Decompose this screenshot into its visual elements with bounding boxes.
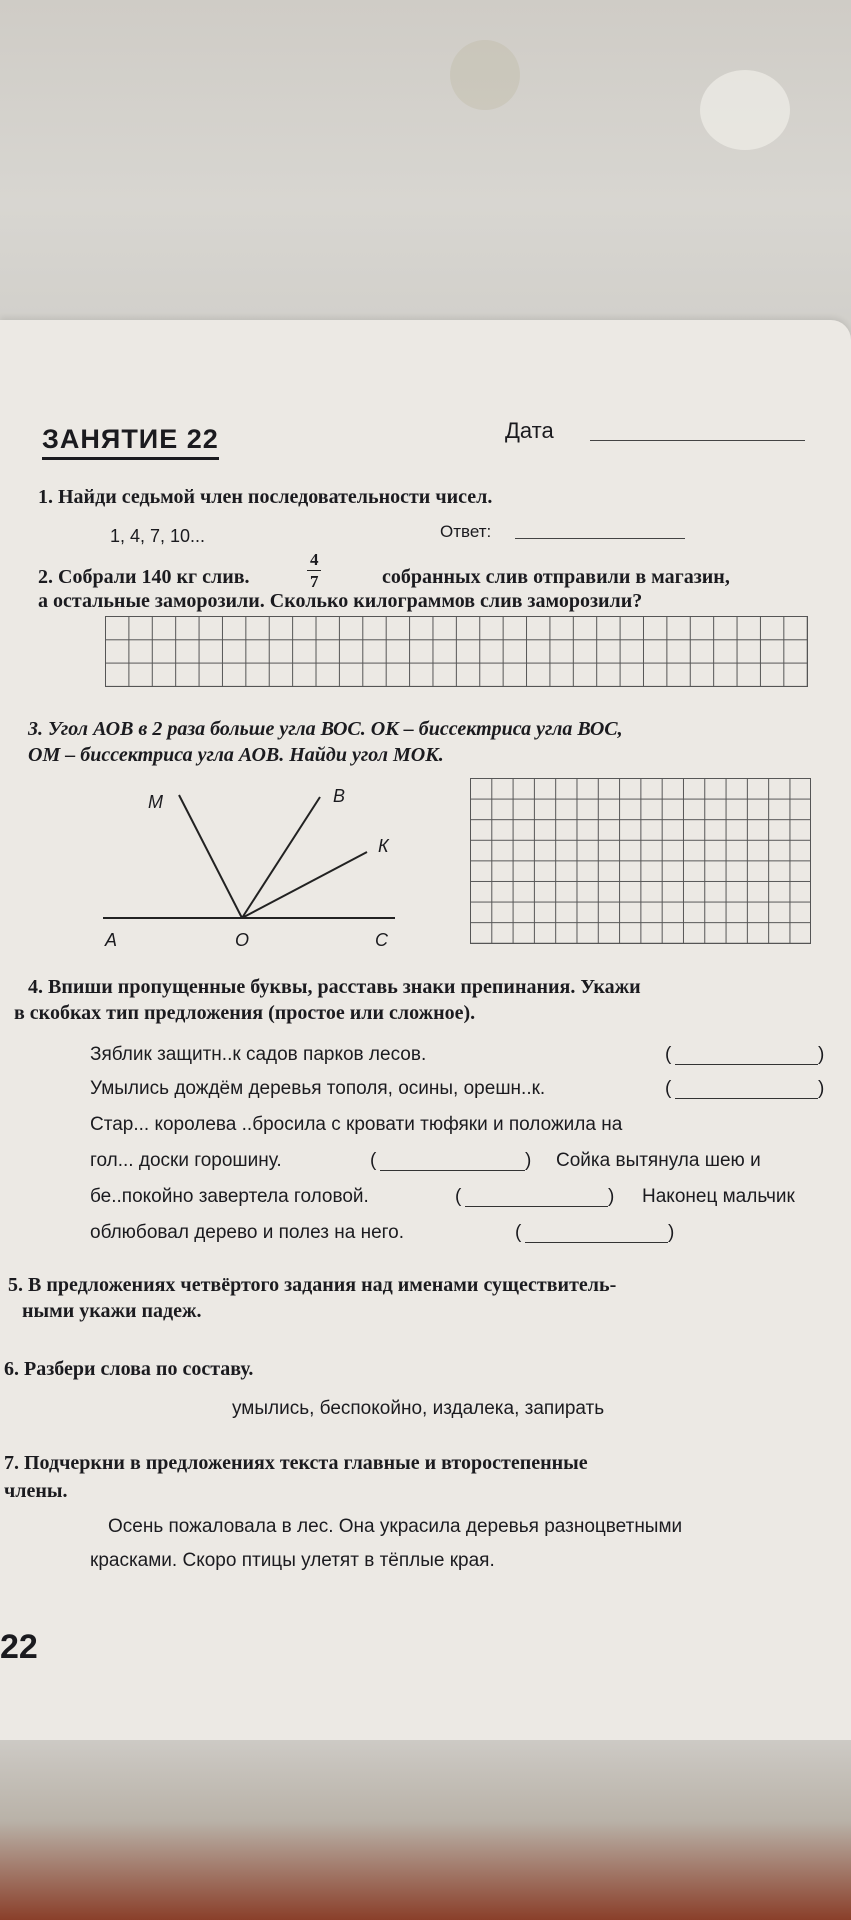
- task3-line2: ОМ – биссектриса угла АОВ. Найди угол МОК.: [28, 744, 444, 766]
- answer-label: Ответ:: [440, 522, 492, 541]
- task4-sentence3: Стар... королева ..бросила с кровати тюфяки и положила на: [90, 1114, 623, 1135]
- task7-text2: красками. Скоро птицы улетят в тёплые края.: [90, 1550, 495, 1571]
- task4-sentence5a: бе..покойно завертела головой.: [90, 1186, 369, 1207]
- sentence-type-field-2[interactable]: [675, 1098, 818, 1099]
- page-number: 22: [0, 1628, 38, 1666]
- task1-sequence: 1, 4, 7, 10...: [110, 526, 206, 546]
- paren-close-3: ): [525, 1150, 532, 1171]
- date-line[interactable]: [590, 440, 805, 441]
- paren-open-3: (: [370, 1150, 377, 1171]
- ray-om: [179, 795, 242, 918]
- table-surface: [0, 0, 851, 340]
- task3-answer-grid[interactable]: [470, 778, 811, 944]
- task4-sentence2: Умылись дождём деревья тополя, осины, орешн..к.: [90, 1078, 546, 1099]
- point-a-label: А: [105, 930, 118, 950]
- sentence-type-field-4[interactable]: [465, 1206, 608, 1207]
- task4-sentence4b: Сойка вытянула шею и: [556, 1150, 761, 1171]
- date-label: Дата: [505, 418, 554, 443]
- paren-open-2: (: [665, 1078, 672, 1099]
- task1-text: 1. Найди седьмой член последовательности чисел.: [38, 486, 493, 508]
- stain-mark: [700, 70, 790, 150]
- fraction-denominator: 7: [310, 572, 319, 591]
- sentence-type-field-3[interactable]: [380, 1170, 525, 1171]
- task5-line1: 5. В предложениях четвёртого задания над именами существитель-: [8, 1274, 617, 1296]
- paren-open-5: (: [515, 1222, 522, 1243]
- fraction-numerator: 4: [310, 550, 319, 569]
- ray-ok: [242, 852, 367, 918]
- angle-diagram: [95, 780, 405, 955]
- point-m-label: М: [148, 792, 163, 812]
- task7-line1: 7. Подчеркни в предложениях текста главные и второстепенные: [4, 1452, 588, 1474]
- sentence-type-field-5[interactable]: [525, 1242, 668, 1243]
- fraction-bar: [307, 570, 321, 571]
- task2-answer-grid[interactable]: [105, 616, 808, 687]
- stain-mark: [450, 40, 520, 110]
- task2-line1b: собранных слив отправили в магазин,: [382, 566, 730, 588]
- task6-text: 6. Разбери слова по составу.: [4, 1358, 254, 1380]
- task7-text1: Осень пожаловала в лес. Она украсила деревья разноцветными: [108, 1516, 683, 1537]
- task3-line1: 3. Угол АОВ в 2 раза больше угла ВОС. ОК – биссектриса угла ВОС,: [28, 718, 623, 740]
- paren-close-4: ): [608, 1186, 615, 1207]
- paren-open-4: (: [455, 1186, 462, 1207]
- task7-line2: члены.: [4, 1480, 68, 1502]
- task2-line2: а остальные заморозили. Сколько килограммов слив заморозили?: [38, 590, 643, 612]
- paren-open-1: (: [665, 1044, 672, 1065]
- answer-line[interactable]: [515, 538, 685, 539]
- task4-sentence6: облюбовал дерево и полез на него.: [90, 1222, 405, 1243]
- task4-sentence4a: гол... доски горошину.: [90, 1150, 282, 1171]
- point-b-label: В: [333, 786, 346, 806]
- task6-words: умылись, беспокойно, издалека, запирать: [232, 1398, 605, 1419]
- paren-close-2: ): [818, 1078, 825, 1099]
- task2-line1a: 2. Собрали 140 кг слив.: [38, 566, 250, 588]
- lesson-title: ЗАНЯТИЕ 22: [42, 424, 219, 460]
- task4-sentence1: Зяблик защитн..к садов парков лесов.: [90, 1044, 427, 1065]
- ray-ob: [242, 797, 320, 918]
- task5-line2: ными укажи падеж.: [22, 1300, 202, 1322]
- task4-line2: в скобках тип предложения (простое или сложное).: [14, 1002, 476, 1024]
- task4-sentence5b: Наконец мальчик: [642, 1186, 795, 1207]
- point-c-label: С: [375, 930, 388, 950]
- task4-line1: 4. Впиши пропущенные буквы, расставь знаки препинания. Укажи: [28, 976, 641, 998]
- sentence-type-field-1[interactable]: [675, 1064, 818, 1065]
- page-underneath: [0, 1740, 851, 1920]
- point-k-label: К: [378, 836, 389, 856]
- paren-close-1: ): [818, 1044, 825, 1065]
- point-o-label: О: [235, 930, 250, 950]
- paren-close-5: ): [668, 1222, 675, 1243]
